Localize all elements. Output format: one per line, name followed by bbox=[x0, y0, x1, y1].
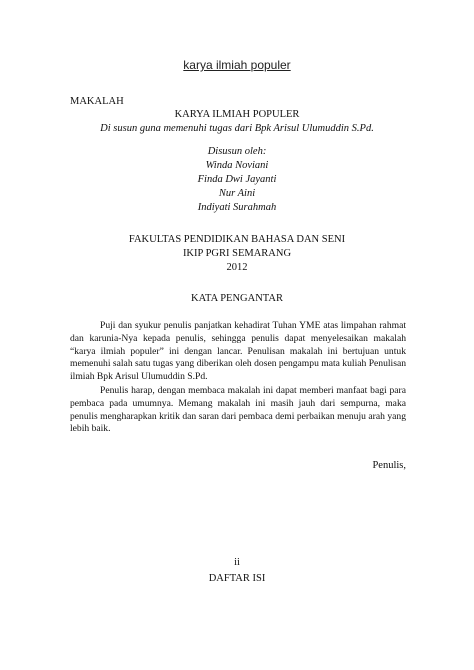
foreword-paragraph: Penulis harap, dengan membaca makalah ini dapat memberi manfaat bagi para pembaca pada umumnya. Memang makalah ini masih jauh dari sempurna, maka penulis mengharapkan kritik dan saran dari pembaca demi perbaikan menuju arah yang lebih baik. bbox=[70, 385, 406, 435]
authors-heading: Disusun oleh: bbox=[207, 146, 267, 157]
cover-subtitle: Di susun guna memenuhi tugas dari Bpk Arisul Ulumuddin S.Pd. bbox=[100, 123, 374, 134]
institution-year: 2012 bbox=[226, 262, 248, 273]
author-name: Nur Aini bbox=[218, 188, 256, 199]
page-number: ii bbox=[234, 557, 240, 568]
toc-heading: DAFTAR ISI bbox=[208, 573, 266, 584]
document-title-link[interactable]: karya ilmiah populer bbox=[183, 58, 291, 72]
author-name: Finda Dwi Jayanti bbox=[197, 174, 277, 185]
author-name: Indiyati Surahmah bbox=[197, 202, 277, 213]
institution-name: IKIP PGRI SEMARANG bbox=[182, 248, 292, 259]
makalah-label: MAKALAH bbox=[70, 96, 124, 107]
foreword-paragraph: Puji dan syukur penulis panjatkan kehadirat Tuhan YME atas limpahan rahmat dan karunia-Nya kepada penulis, sehingga penulis dapat menyelesaikan makalah “karya ilmiah populer” ini dengan lancar. Penulisan makalah ini bertujuan untuk memenuhi salah satu tugas yang diberikan oleh dosen pengampu mata kuliah Penulisan ilmiah Bpk Arisul Ulumuddin S.Pd. bbox=[70, 320, 406, 383]
institution-faculty: FAKULTAS PENDIDIKAN BAHASA DAN SENI bbox=[128, 234, 346, 245]
foreword-heading: KATA PENGANTAR bbox=[191, 293, 283, 304]
cover-title: KARYA ILMIAH POPULER bbox=[174, 109, 300, 120]
author-name: Winda Noviani bbox=[205, 160, 269, 171]
foreword-signature: Penulis, bbox=[372, 460, 406, 471]
